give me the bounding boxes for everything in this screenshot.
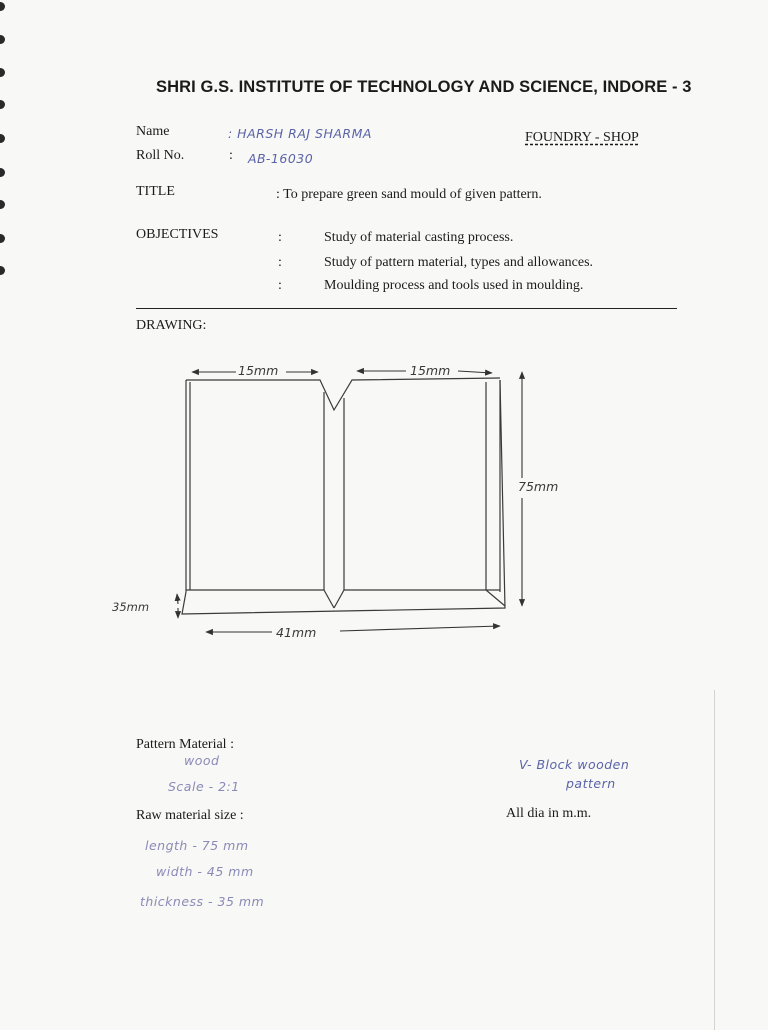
objective-item: Moulding process and tools used in moulding. <box>324 278 584 293</box>
block-outline <box>182 380 505 614</box>
dim-label-thickness: 35mm <box>112 600 150 614</box>
dim-arrow-right <box>458 371 492 373</box>
raw-length: length - 75 mm <box>145 838 249 853</box>
roll-value: AB-16030 <box>248 151 314 166</box>
shop-title: FOUNDRY - SHOP <box>525 130 639 145</box>
section-divider <box>136 308 677 309</box>
chamfer-line <box>334 590 344 608</box>
objective-colon: : <box>278 230 282 245</box>
dim-arrow-length <box>340 626 500 631</box>
binder-hole <box>0 234 5 243</box>
dim-label-height: 75mm <box>518 479 559 494</box>
binder-hole <box>0 200 5 209</box>
dim-label-top-left: 15mm <box>238 363 279 378</box>
name-value: : HARSH RAJ SHARMA <box>228 126 372 141</box>
pattern-material-value: wood <box>184 753 220 768</box>
pattern-note: pattern <box>566 776 616 791</box>
dim-label-top-right: 15mm <box>410 363 451 378</box>
raw-width: width - 45 mm <box>156 864 254 879</box>
raw-material-label: Raw material size : <box>136 808 244 823</box>
objective-item: Study of pattern material, types and allowances. <box>324 255 594 270</box>
units-note: All dia in m.m. <box>506 806 592 821</box>
pattern-material-label: Pattern Material : <box>136 737 234 752</box>
binder-hole <box>0 168 5 177</box>
dim-label-length: 41mm <box>276 625 317 640</box>
name-label: Name <box>136 124 170 139</box>
title-label: TITLE <box>136 184 175 199</box>
v-notch <box>186 378 500 410</box>
binder-hole <box>0 100 5 109</box>
roll-colon: : <box>229 148 233 163</box>
chamfer-line <box>324 590 334 608</box>
binder-hole <box>0 35 5 44</box>
page-margin-line <box>714 690 715 1030</box>
scale-value: Scale - 2:1 <box>168 779 240 794</box>
binder-hole <box>0 2 5 11</box>
drawing-label: DRAWING: <box>136 318 207 333</box>
objective-colon: : <box>278 255 282 270</box>
title-text: : To prepare green sand mould of given pattern. <box>276 187 542 202</box>
binder-hole <box>0 134 5 143</box>
pattern-note: V- Block wooden <box>519 757 630 772</box>
institute-heading: SHRI G.S. INSTITUTE OF TECHNOLOGY AND SCIENCE, INDORE - 3 <box>156 78 692 96</box>
binder-hole <box>0 68 5 77</box>
raw-thickness: thickness - 35 mm <box>140 894 265 909</box>
roll-label: Roll No. <box>136 148 185 163</box>
objective-colon: : <box>278 278 282 293</box>
objectives-label: OBJECTIVES <box>136 227 219 242</box>
chamfer-line <box>486 590 505 606</box>
dim-arrow-thickness <box>177 594 178 604</box>
binder-hole <box>0 266 5 275</box>
objective-item: Study of material casting process. <box>324 230 514 245</box>
